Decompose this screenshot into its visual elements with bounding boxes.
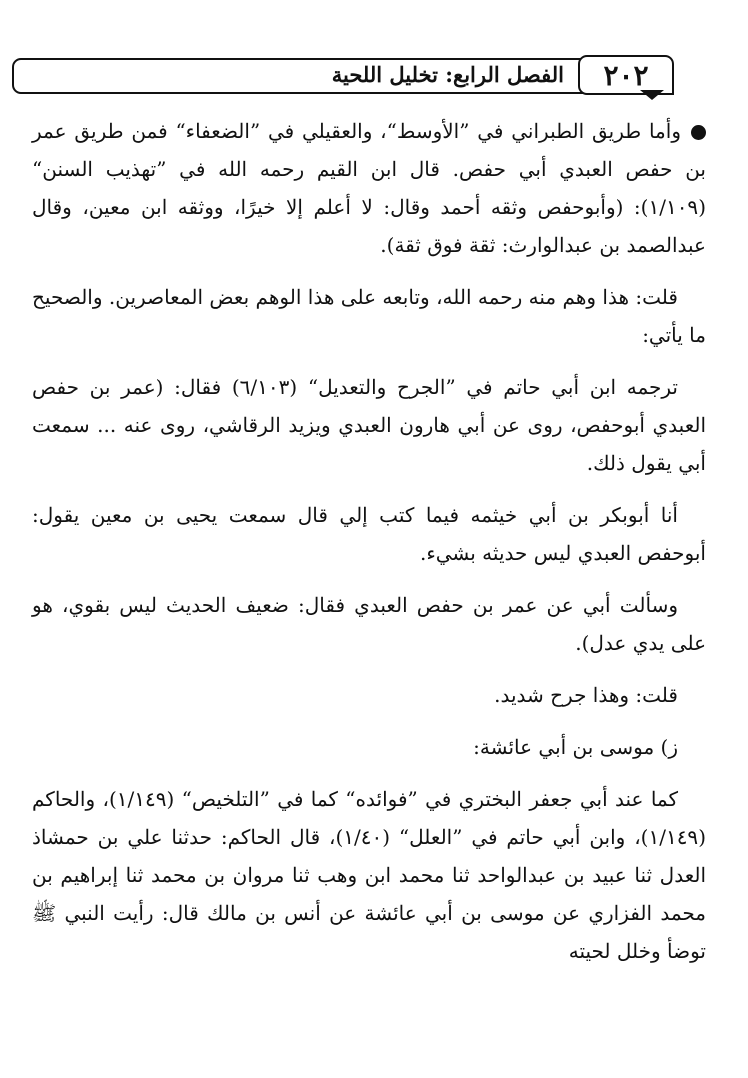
chapter-title: الفصل الرابع: تخليل اللحية [331,62,564,87]
paragraph: وأما طريق الطبراني في ”الأوسط“، والعقيلي في ”الضعفاء“ فمن طريق عمر بن حفص العبدي أبي حفص. قال ابن القيم رحمه الله في ”تهذيب السنن“ (١/١٠٩): (وأبوحفص وثقه أحمد وقال: لا أعلم إلا خيرًا، ووثقه ابن معين، وقال عبدالصمد بن عبدالوارث: ثقة فوق ثقة). [32,119,706,257]
page-body [32,112,706,984]
page-number: ٢٠٢ [578,55,674,95]
paragraph: كما عند أبي جعفر البختري في ”فوائده“ كما في ”التلخيص“ (١/١٤٩)، والحاكم (١/١٤٩)، وابن أبي حاتم في ”العلل“ (١/٤٠)، قال الحاكم: حدثنا علي بن حمشاذ العدل ثنا عبيد بن عبدالواحد ثنا محمد ابن وهب ثنا مروان بن محمد ثنا إبراهيم بن محمد الفزاري عن موسى بن أبي عائشة عن أنس بن مالك قال: رأيت النبي ﷺ توضأ وخلل لحيته [32,787,706,963]
paragraph: قلت: وهذا جرح شديد. [494,683,678,707]
paragraph: قلت: هذا وهم منه رحمه الله، وتابعه على هذا الوهم بعض المعاصرين. والصحيح ما يأتي: [32,285,706,347]
paragraph: ترجمه ابن أبي حاتم في ”الجرح والتعديل“ (٦/١٠٣) فقال: (عمر بن حفص العبدي أبوحفص، روى عن أبي هارون العبدي ويزيد الرقاشي، روى عنه ... سمعت أبي يقول ذلك. [32,375,706,475]
paragraph: وسألت أبي عن عمر بن حفص العبدي فقال: ضعيف الحديث ليس بقوي، هو على يدي عدل). [32,593,706,655]
paragraph: أنا أبوبكر بن أبي خيثمه فيما كتب إلي قال سمعت يحيى بن معين يقول: أبوحفص العبدي ليس حديثه بشيء. [32,503,706,565]
subheading: ز) موسى بن أبي عائشة: [473,735,678,759]
page-header [12,58,674,96]
bullet-icon [691,125,706,140]
page-number-tab [640,90,664,100]
